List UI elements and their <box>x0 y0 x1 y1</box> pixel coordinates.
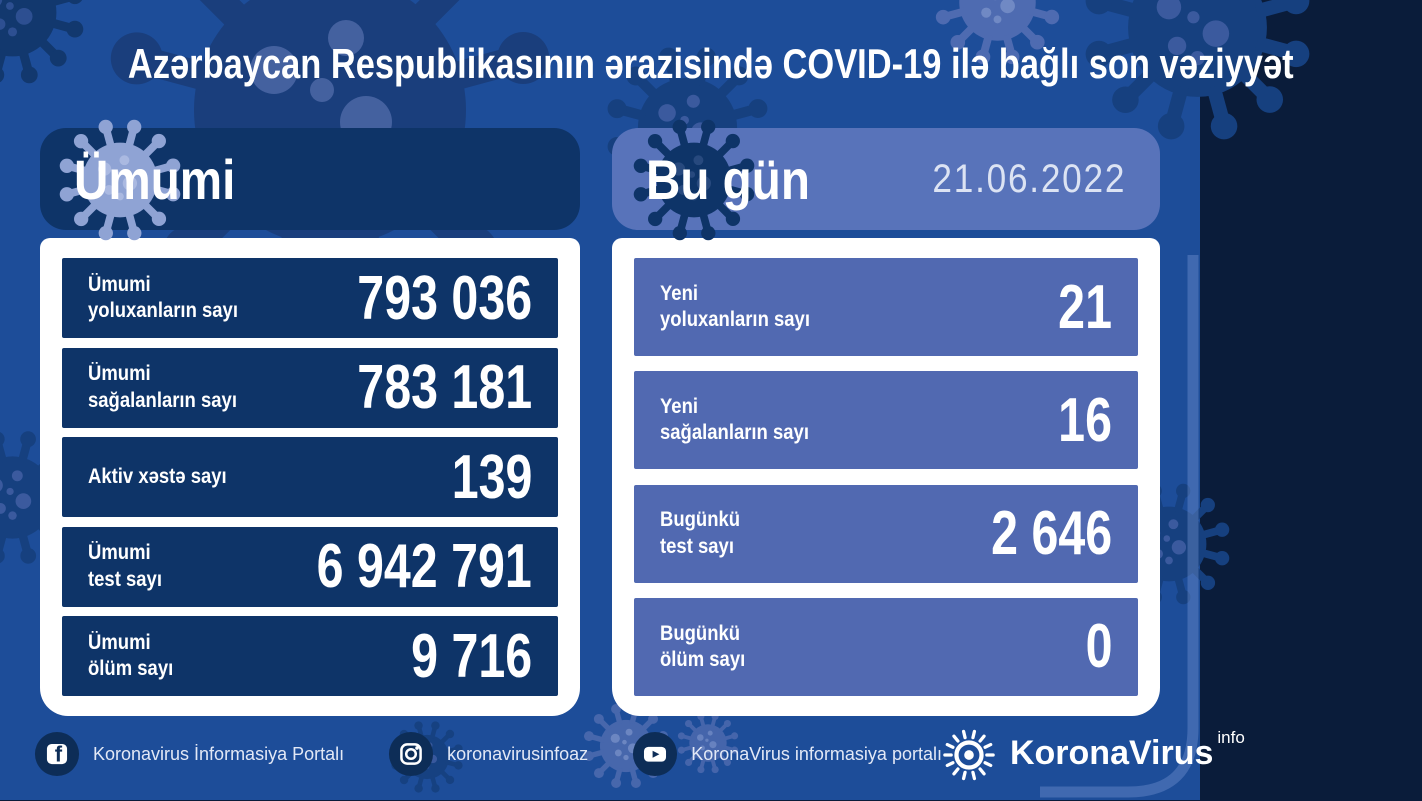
stat-label <box>660 621 745 674</box>
stat-value: 783 181 <box>357 352 532 423</box>
instagram-label: koronavirusinfoaz <box>447 744 588 765</box>
stat-label-line1: Ümumi <box>88 540 162 566</box>
stat-value: 21 <box>1058 272 1112 343</box>
svg-text:f: f <box>55 742 63 767</box>
instagram-link[interactable] <box>388 731 588 777</box>
facebook-link[interactable] <box>34 731 344 777</box>
stat-label-line2: test sayı <box>660 534 740 560</box>
totals-panel-header <box>40 128 580 230</box>
stat-label-line2: sağalanların sayı <box>660 420 809 446</box>
stat-label-line1: Ümumi <box>88 361 237 387</box>
stat-label-line1: Aktiv xəstə sayı <box>88 464 227 490</box>
stat-label <box>88 272 238 325</box>
totals-header-label: Ümumi <box>74 147 235 212</box>
youtube-label: KoronaVirus informasiya portalı <box>691 744 942 765</box>
virus-sun-icon <box>942 728 996 782</box>
today-panel-body <box>612 238 1160 716</box>
today-panel <box>612 128 1160 716</box>
stat-value: 2 646 <box>991 498 1112 569</box>
stat-label-line2: test sayı <box>88 567 162 593</box>
youtube-link[interactable] <box>632 731 942 777</box>
stat-label-line1: Ümumi <box>88 630 173 656</box>
stat-row-total-infected <box>62 258 558 338</box>
stat-value: 793 036 <box>357 263 532 334</box>
stat-label <box>660 507 740 560</box>
stat-label <box>660 281 810 334</box>
stat-row-total-recovered <box>62 348 558 428</box>
today-panel-header <box>612 128 1160 230</box>
stat-label-line1: Yeni <box>660 281 810 307</box>
stat-row-new-infected <box>634 258 1138 356</box>
stat-label <box>88 361 237 414</box>
instagram-icon <box>388 731 434 777</box>
today-header-label: Bu gün <box>646 147 810 212</box>
stat-value: 6 942 791 <box>317 531 532 602</box>
stat-value: 16 <box>1058 385 1112 456</box>
totals-panel <box>40 128 580 716</box>
stat-value: 139 <box>451 442 532 513</box>
stat-label-line2: yoluxanların sayı <box>660 307 810 333</box>
youtube-icon <box>632 731 678 777</box>
stat-label <box>88 630 173 683</box>
stat-label-line1: Yeni <box>660 394 809 420</box>
stat-label <box>88 464 227 490</box>
brand-superscript: info <box>1217 728 1244 748</box>
facebook-label: Koronavirus İnformasiya Portalı <box>93 744 344 765</box>
stat-row-new-recovered <box>634 371 1138 469</box>
stat-row-active-cases <box>62 437 558 517</box>
stat-value: 0 <box>1085 611 1112 682</box>
footer <box>0 716 1200 800</box>
totals-panel-body <box>40 238 580 716</box>
stat-row-today-tests <box>634 485 1138 583</box>
stat-label-line2: sağalanların sayı <box>88 388 237 414</box>
koronavirus-info-logo <box>942 726 1289 782</box>
page-title <box>0 40 1200 88</box>
report-date: 21.06.2022 <box>932 157 1126 202</box>
stat-label <box>660 394 809 447</box>
stat-row-today-deaths <box>634 598 1138 696</box>
stat-label-line2: ölüm sayı <box>660 647 745 673</box>
brand-name: KoronaVirus <box>1010 726 1213 780</box>
stat-value: 9 716 <box>411 621 532 692</box>
stat-label-line2: yoluxanların sayı <box>88 298 238 324</box>
facebook-icon <box>34 731 80 777</box>
page-title-text: Azərbaycan Respublikasının ərazisində COVID-19 ilə bağlı son vəziyyət <box>128 40 1294 88</box>
stat-label <box>88 540 162 593</box>
stat-row-total-tests <box>62 527 558 607</box>
stat-label-line2: ölüm sayı <box>88 656 173 682</box>
stat-label-line1: Ümumi <box>88 272 238 298</box>
stat-label-line1: Bugünkü <box>660 507 740 533</box>
stat-label-line1: Bugünkü <box>660 621 745 647</box>
stat-row-total-deaths <box>62 616 558 696</box>
